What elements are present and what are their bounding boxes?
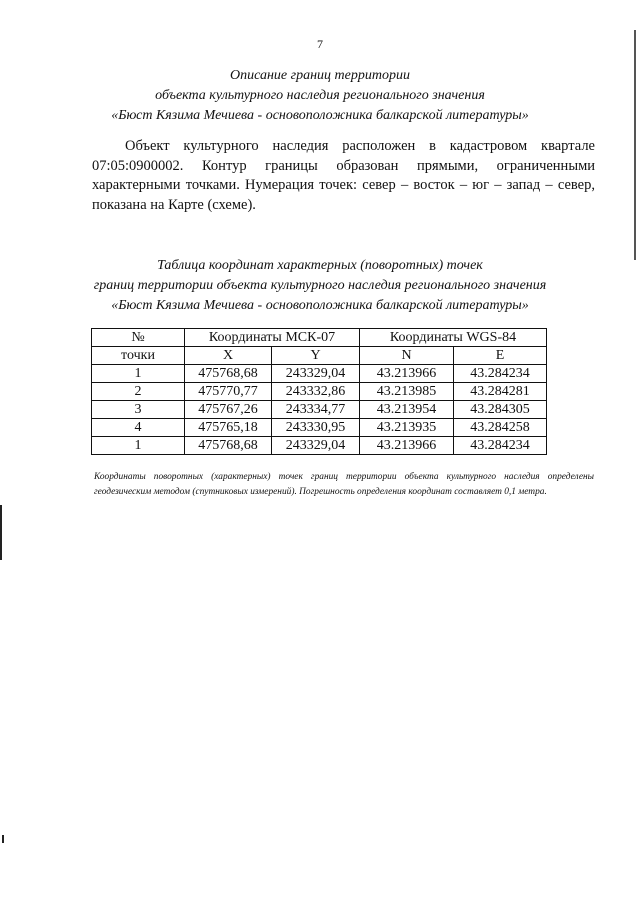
header-number: №: [92, 329, 185, 347]
cell-point: 4: [92, 419, 185, 437]
cell-n: 43.213985: [360, 383, 454, 401]
coordinates-table: [91, 328, 547, 455]
cell-y: 243334,77: [272, 401, 360, 419]
cell-y: 243329,04: [272, 437, 360, 455]
table-subheader-row: [92, 347, 547, 365]
cell-e: 43.284234: [454, 437, 547, 455]
cell-e: 43.284305: [454, 401, 547, 419]
cell-x: 475768,68: [185, 365, 272, 383]
cell-e: 43.284281: [454, 383, 547, 401]
cell-y: 243332,86: [272, 383, 360, 401]
footnote: Координаты поворотных (характерных) точек границ территории объекта культурного наследия определены геодезическим методом (спутниковых измерений). Погрешность определения координат составляет 0,1 метра.: [94, 472, 594, 497]
header-y: Y: [272, 347, 360, 365]
table-title-line-2: границ территории объекта культурного наследия регионального значения: [93, 278, 547, 293]
table-title-line-3: «Бюст Кязима Мечиева - основоположника балкарской литературы»: [111, 298, 529, 313]
cell-n: 43.213954: [360, 401, 454, 419]
table-row: [92, 383, 547, 401]
description-title-line-3: «Бюст Кязима Мечиева - основоположника балкарской литературы»: [111, 108, 529, 123]
table-title: [0, 256, 640, 316]
header-n: N: [360, 347, 454, 365]
cell-e: 43.284234: [454, 365, 547, 383]
scan-edge-mark-left: [0, 505, 2, 560]
description-title-line-1: Описание границ территории: [230, 68, 410, 83]
table-header-row: [92, 329, 547, 347]
table-row: [92, 365, 547, 383]
scan-edge-mark-right: [634, 30, 636, 260]
cell-n: 43.213935: [360, 419, 454, 437]
table-row: [92, 401, 547, 419]
cell-point: 1: [92, 437, 185, 455]
header-x: X: [185, 347, 272, 365]
cell-x: 475770,77: [185, 383, 272, 401]
cell-n: 43.213966: [360, 437, 454, 455]
cell-x: 475768,68: [185, 437, 272, 455]
header-e: E: [454, 347, 547, 365]
cell-y: 243329,04: [272, 365, 360, 383]
table-row: [92, 437, 547, 455]
table-row: [92, 419, 547, 437]
table-title-line-1: Таблица координат характерных (поворотных) точек: [157, 258, 483, 273]
cell-x: 475765,18: [185, 419, 272, 437]
header-wgs: Координаты WGS-84: [360, 329, 547, 347]
description-title: [0, 66, 640, 126]
cell-n: 43.213966: [360, 365, 454, 383]
scan-edge-mark-bottom-left: [2, 835, 4, 843]
description-text: Объект культурного наследия расположен в кадастровом квартале 07:05:0900002. Контур границы образован прямыми, ограниченными характерными точками. Нумерация точек: север – восток – юг – запад – север, показана на Карте (схеме).: [92, 138, 595, 213]
cell-point: 2: [92, 383, 185, 401]
page-number: 7: [317, 37, 323, 51]
cell-x: 475767,26: [185, 401, 272, 419]
header-point: точки: [92, 347, 185, 365]
cell-y: 243330,95: [272, 419, 360, 437]
cell-point: 1: [92, 365, 185, 383]
cell-e: 43.284258: [454, 419, 547, 437]
description-title-line-2: объекта культурного наследия регионального значения: [155, 88, 485, 103]
header-msk: Координаты МСК-07: [185, 329, 360, 347]
description-paragraph: [92, 137, 595, 215]
cell-point: 3: [92, 401, 185, 419]
